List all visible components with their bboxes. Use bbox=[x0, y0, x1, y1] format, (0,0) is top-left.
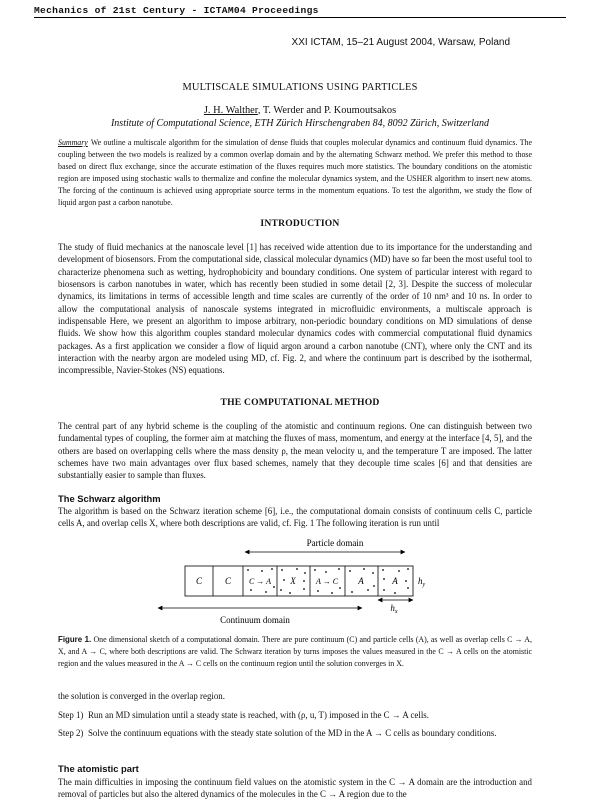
particle-domain-label: Particle domain bbox=[306, 538, 364, 548]
atomistic-paragraph: The main difficulties in imposing the continuum field values on the atomistic system in the C → A domain are the introduction and removal of particles but also the altered dynamics of the molecules in the C → A region due to the bbox=[58, 777, 532, 800]
hx-label bbox=[390, 603, 398, 615]
caption-text: One dimensional sketch of a computational domain. There are pure continuum (C) and particle cells (A), as well as overlap cells C → A, X, and A → C, where both descriptions are valid. The Schwarz iteration by turns imposes the values measured in the C → A cells on the atomistic region and the values measured in the A → C cells on the continuum region until the solution converges in X. bbox=[58, 635, 532, 668]
method-paragraph: The central part of any hybrid scheme is the coupling of the atomistic and continuum regions. One can distinguish between two fundamental types of coupling, the former aim at matching the fluxes of mass, momentum, and energy at the interface [4, 5], and the others are based on overlapping cells where the mass density ρ, the mean velocity u, and the temperature T are imposed. The latter schemes have two main advantages over flux based schemes, namely that they decouple time scales [6] and that densities are substantially easier to sample than fluxes. bbox=[58, 421, 532, 481]
step-1 bbox=[58, 709, 532, 722]
lead-author: J. H. Walther bbox=[203, 105, 258, 116]
cell-label: C bbox=[195, 576, 203, 586]
caption-label: Figure 1. bbox=[58, 635, 92, 644]
authors bbox=[0, 105, 600, 116]
step-number: Step 1) bbox=[58, 710, 84, 720]
step-2 bbox=[58, 727, 532, 753]
continuum-domain-label: Continuum domain bbox=[220, 615, 290, 625]
subheading-schwarz: The Schwarz algorithm bbox=[58, 493, 161, 504]
figure-1-caption bbox=[58, 634, 532, 670]
hx-subscript: x bbox=[394, 609, 398, 615]
abstract bbox=[58, 137, 532, 210]
figure-1-domain-sketch bbox=[150, 530, 450, 630]
subheading-atomistic: The atomistic part bbox=[58, 763, 139, 774]
introduction-paragraph: The study of fluid mechanics at the nanoscale level [1] has received wide attention due to its importance for the understanding and development of biosensors. From the computational side, classical molecular dynamics (MD) have so far been the most useful tool to characterize phenomena such as wetting, hydrophobicity and boundary conditions. One system of particular interest with regard to biosensors is carbon nanotubes in water, which has recently been studied in some detail [2, 3]. Despite the success of molecular dynamics, its limitations in terms of accessible length and time scales are currently of the order of 10 nm³ and 10 ns. In order to allow the computational analysis of nanoscale systems integrated in microfluidic environments, a multiscale approach is indispensable Here, we present an algorithm to impose arbitrary, non-periodic boundary conditions on MD simulations of dense fluids. We show how this algorithm couples standard molecular dynamics codes with commercial computational fluid dynamics packages. As a first application we consider a flow of liquid argon around a carbon nanotube (CNT), where only the CNT and its interaction with the nearby argon are modeled using MD, cf. Fig. 2, and where the continuum part is described by the isothermal, incompressible, Navier-Stokes (NS) equations. bbox=[58, 242, 532, 376]
domain-outline bbox=[185, 566, 413, 596]
cell-label: A bbox=[358, 576, 364, 586]
paper-title: MULTISCALE SIMULATIONS USING PARTICLES bbox=[182, 82, 418, 93]
co-authors: , T. Werder and P. Koumoutsakos bbox=[257, 105, 397, 116]
section-heading-method: THE COMPUTATIONAL METHOD bbox=[220, 397, 380, 408]
cell-label: C bbox=[224, 576, 232, 586]
hy-symbol: h bbox=[418, 576, 423, 586]
step-number: Step 2) bbox=[58, 728, 84, 738]
abstract-label: Summary bbox=[58, 138, 88, 147]
affiliation: Institute of Computational Science, ETH Zürich Hirschengraben 84, 8092 Zürich, Switzerland bbox=[110, 118, 490, 129]
section-heading-introduction: INTRODUCTION bbox=[260, 218, 340, 229]
abstract-text: We outline a multiscale algorithm for the simulation of dense fluids that couples molecular dynamics and continuum fluid dynamics. The coupling between the two models is realized by a common overlap domain and by the alternating Schwarz method. We prefer this method to those based on direct flux exchange, since the accurate estimation of the fluxes requires much more statistics. The boundary conditions on the atomistic region are imposed using stochastic walls to thermalize and confine the molecular dynamics system, and the USHER algorithm to insert new atoms. The forcing of the continuum is achieved using appropriate source terms in the momentum equations. To test the algorithm, we study the flow of liquid argon past a carbon nanotube. bbox=[58, 138, 532, 208]
cell-label: A bbox=[392, 576, 398, 586]
step-text: Run an MD simulation until a steady state is reached, with (ρ, u, T) imposed in the C → A cells. bbox=[88, 710, 429, 720]
hy-subscript: y bbox=[422, 582, 426, 588]
header-rule bbox=[34, 17, 566, 18]
conference-line: XXI ICTAM, 15–21 August 2004, Warsaw, Poland bbox=[291, 37, 510, 48]
hx-symbol: h bbox=[390, 603, 395, 613]
cell-label: A → C bbox=[315, 577, 339, 586]
cell-label: X bbox=[290, 576, 296, 586]
step-text: Solve the continuum equations with the steady state solution of the MD in the A → C cells as boundary conditions. bbox=[88, 728, 497, 738]
cell-label: C → A bbox=[248, 577, 272, 586]
schwarz-paragraph: The algorithm is based on the Schwarz iteration scheme [6], i.e., the computational domain consists of continuum cells C, particle cells A, and overlap cells X, where both descriptions are valid, cf. Fig. 1 The following iteration is run until bbox=[58, 506, 532, 529]
after-caption-text: the solution is converged in the overlap region. bbox=[58, 691, 225, 701]
running-header: Mechanics of 21st Century - ICTAM04 Proceedings bbox=[34, 5, 319, 16]
hy-label bbox=[418, 576, 426, 588]
